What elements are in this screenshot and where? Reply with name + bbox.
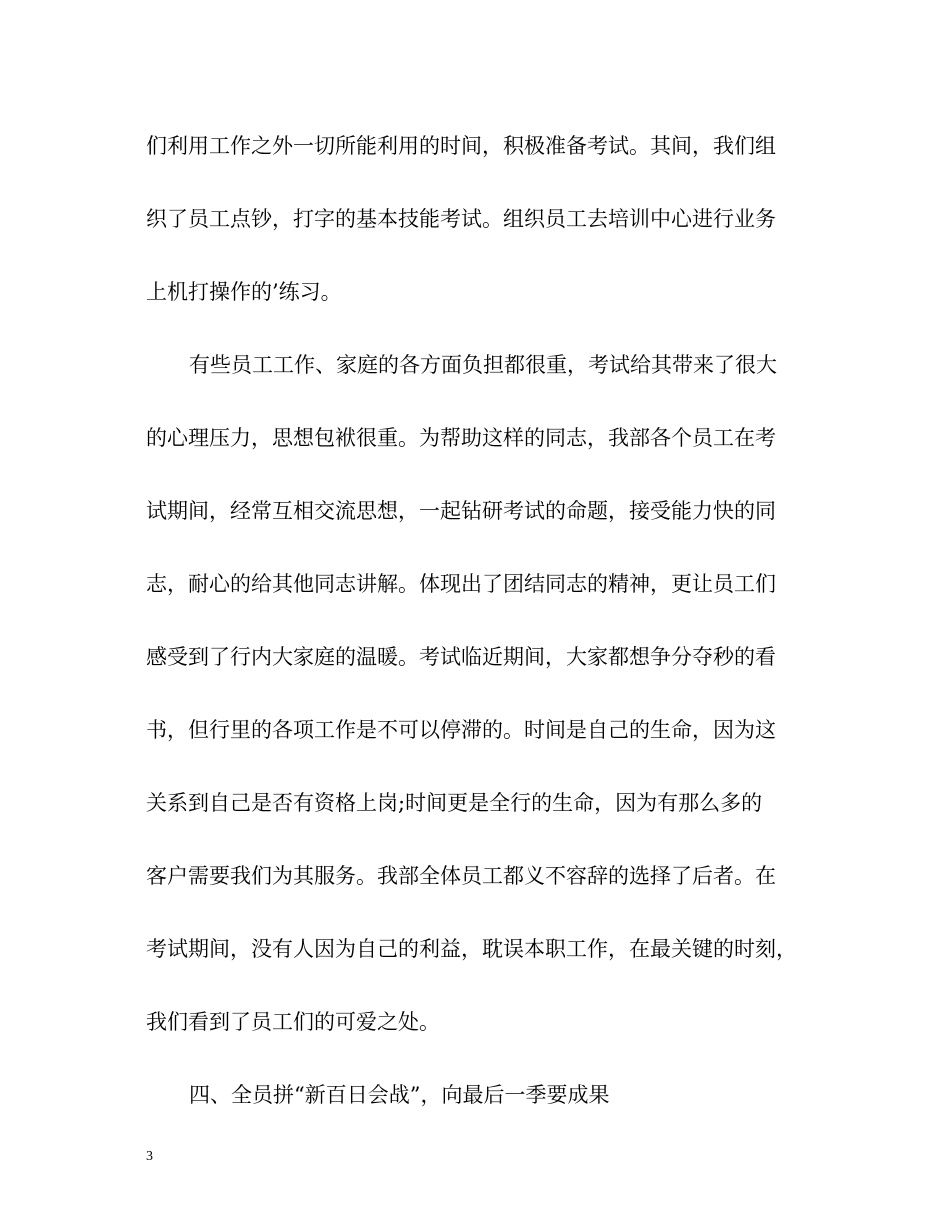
text-line: 织了员工点钞，打字的基本技能考试。组织员工去培训中心进行业务 bbox=[146, 207, 776, 231]
section-heading: 四、全员拼“新百日会战”，向最后一季要成果 bbox=[189, 1083, 610, 1107]
paragraph-start-line: 有些员工工作、家庭的各方面负担都很重，考试给其带来了很大 bbox=[189, 353, 777, 377]
text-line: 我们看到了员工们的可爱之处。 bbox=[146, 1010, 440, 1034]
text-line: 试期间，经常互相交流思想，一起钻研考试的命题，接受能力快的同 bbox=[146, 499, 776, 523]
text-line: 的心理压力，思想包袱很重。为帮助这样的同志，我部各个员工在考 bbox=[146, 426, 776, 450]
text-line: 感受到了行内大家庭的温暖。考试临近期间，大家都想争分夺秒的看 bbox=[146, 645, 776, 669]
text-line: 书，但行里的各项工作是不可以停滞的。时间是自己的生命，因为这 bbox=[146, 718, 776, 742]
text-line: 关系到自己是否有资格上岗;时间更是全行的生命，因为有那么多的 bbox=[146, 791, 763, 815]
text-line: 上机打操作的’练习。 bbox=[146, 280, 342, 304]
text-line: 考试期间，没有人因为自己的利益，耽误本职工作，在最关键的时刻， bbox=[146, 937, 797, 961]
body-text bbox=[146, 128, 826, 1150]
text-line: 客户需要我们为其服务。我部全体员工都义不容辞的选择了后者。在 bbox=[146, 864, 776, 888]
text-line: 志，耐心的给其他同志讲解。体现出了团结同志的精神，更让员工们 bbox=[146, 572, 776, 596]
page-number: 3 bbox=[146, 1149, 153, 1164]
text-line: 们利用工作之外一切所能利用的时间，积极准备考试。其间，我们组 bbox=[146, 134, 776, 158]
